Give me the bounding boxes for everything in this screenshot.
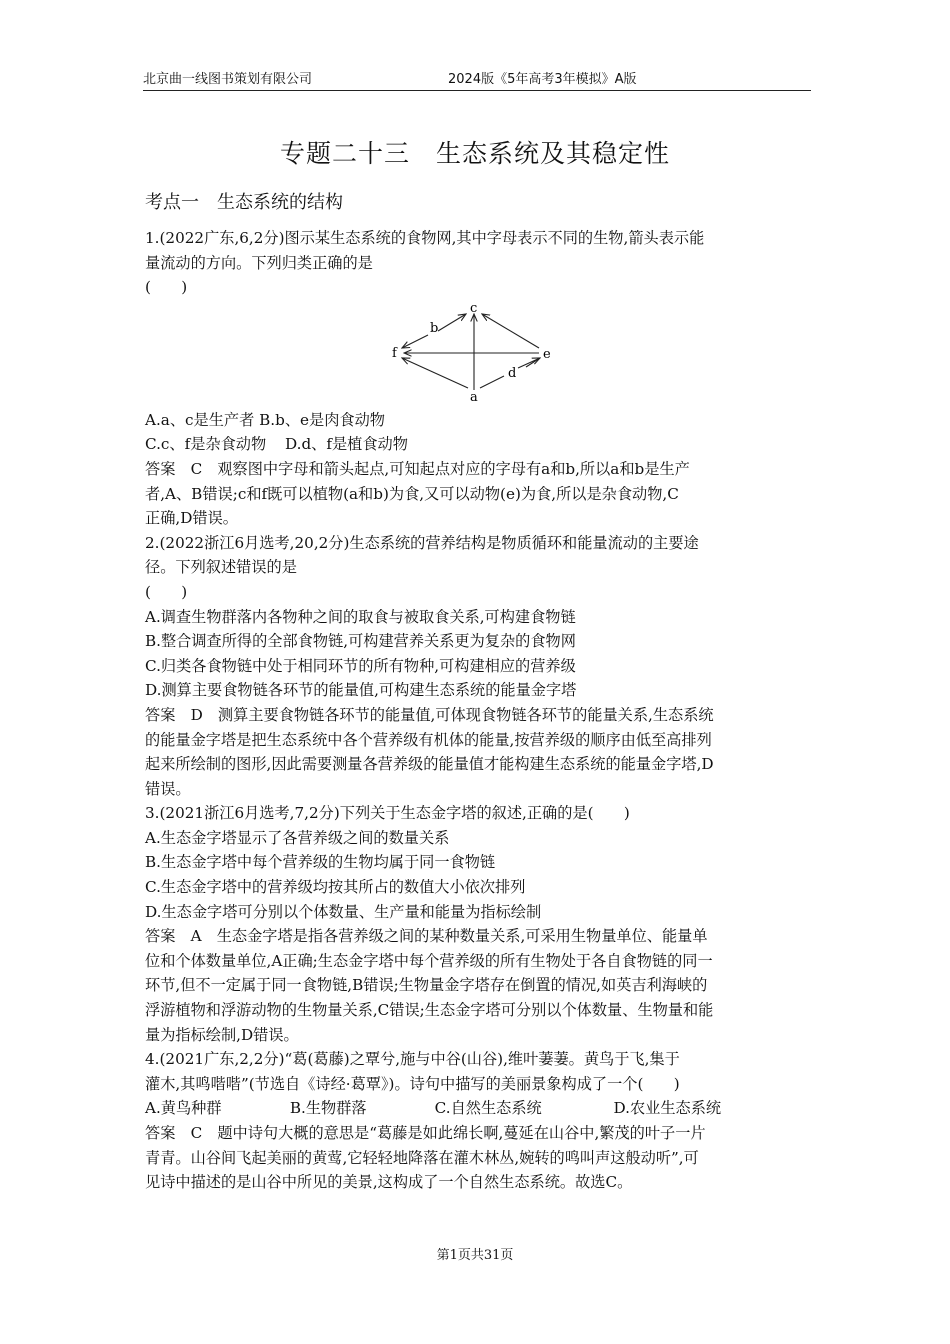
book-title: 2024版《5年高考3年模拟》A版 (448, 72, 637, 87)
question-content (145, 226, 813, 1195)
q2-answer: 的能量金字塔是把生态系统中各个营养级有机体的能量,按营养级的顺序由低至高排列 (145, 730, 712, 749)
q3-stem: 3.(2021浙江6月选考,7,2分)下列关于生态金字塔的叙述,正确的是( ) (145, 804, 630, 823)
line-d-to-e (526, 358, 540, 367)
publisher-name: 北京曲一线图书策划有限公司 (143, 72, 313, 87)
node-a: a (470, 389, 478, 402)
q1-options-row1 (145, 408, 813, 433)
q1-stem: 量流动的方向。下列归类正确的是 (145, 253, 373, 272)
q3-option-d: D.生态金字塔可分别以个体数量、生产量和能量为指标绘制 (145, 902, 542, 921)
q2-answer: 错误。 (145, 779, 191, 798)
page-header (143, 68, 811, 91)
q4-option-b: B.生物群落 (289, 1099, 367, 1118)
q4-option-c: C.自然生态系统 (434, 1099, 542, 1118)
page-number: 第1页共31页 (436, 1248, 514, 1263)
q1-answer: 正确,D错误。 (145, 509, 238, 528)
q3-answer: 位和个体数量单位,A正确;生态金字塔中每个营养级的所有生物处于各自食物链的同一 (145, 951, 713, 970)
q2-answer: 答案 D 测算主要食物链各环节的能量值,可体现食物链各环节的能量关系,生态系统 (145, 705, 714, 724)
node-c: c (470, 301, 478, 316)
q2-answer: 起来所绘制的图形,因此需要测量各营养级的能量值才能构建生态系统的能量金字塔,D (145, 755, 714, 774)
q2-option-a: A.调查生物群落内各物种之间的取食与被取食关系,可构建食物链 (145, 607, 576, 626)
q1-stem: 1.(2022广东,6,2分)图示某生态系统的食物网,其中字母表示不同的生物,箭头表示能 (145, 229, 705, 247)
q3-answer: 环节,但不一定属于同一食物链,B错误;生物量金字塔存在倒置的情况,如英吉利海峡的 (145, 976, 708, 995)
q4-answer: 见诗中描述的是山谷中所见的美景,这构成了一个自然生态系统。故选C。 (145, 1173, 633, 1192)
arrow-e-to-c (482, 314, 539, 348)
node-e: e (543, 346, 551, 362)
q1-option-c: C.c、f是杂食动物 (145, 435, 267, 454)
q1-option-d: D.d、f是植食动物 (285, 435, 408, 454)
q4-options (145, 1096, 813, 1121)
q1-blank: ( ) (145, 278, 188, 297)
node-d: d (508, 365, 517, 381)
arrow-b-to-c (438, 314, 466, 331)
q4-answer: 答案 C 题中诗句大概的意思是“葛藤是如此绵长啊,蔓延在山谷中,繁茂的叶子一片 (145, 1124, 706, 1142)
q3-answer: 答案 A 生态金字塔是指各营养级之间的某种数量关系,可采用生物量单位、能量单 (145, 927, 708, 946)
q1-answer: 者,A、B错误;c和f既可以植物(a和b)为食,又可以动物(e)为食,所以是杂食动物,C (145, 484, 679, 503)
q2-option-d: D.测算主要食物链各环节的能量值,可构建生态系统的能量金字塔 (145, 681, 577, 700)
q2-blank: ( ) (145, 582, 188, 601)
section-heading: 考点一 生态系统的结构 (145, 192, 343, 213)
page-title: 专题二十三 生态系统及其稳定性 (279, 139, 670, 168)
q2-stem: 径。下列叙述错误的是 (145, 558, 297, 577)
q2-stem: 2.(2022浙江6月选考,20,2分)生态系统的营养结构是物质循环和能量流动的主要途 (145, 533, 699, 552)
food-web-svg (390, 302, 570, 402)
q3-answer: 量为指标绘制,D错误。 (145, 1025, 299, 1044)
q4-option-d: D.农业生态系统 (613, 1099, 722, 1118)
arrow-b-to-f (402, 335, 428, 348)
q2-option-b: B.整合调查所得的全部食物链,可构建营养关系更为复杂的食物网 (145, 632, 576, 651)
food-web-diagram (145, 300, 813, 408)
arrow-a-to-f (402, 358, 468, 388)
node-b: b (430, 320, 439, 336)
q4-answer: 青青。山谷间飞起美丽的黄莺,它轻轻地降落在灌木林丛,婉转的鸣叫声这般动听”,可 (145, 1148, 699, 1167)
q3-option-c: C.生态金字塔中的营养级均按其所占的数值大小依次排列 (145, 878, 526, 897)
q4-stem: 4.(2021广东,2,2分)“葛(葛藤)之覃兮,施与中谷(山谷),维叶萋萋。黄鸟于飞,集于 (145, 1050, 680, 1069)
q2-option-c: C.归类各食物链中处于相同环节的所有物种,可构建相应的营养级 (145, 656, 576, 675)
q1-options-row2 (145, 432, 813, 457)
q1-option-b: B.b、e是肉食动物 (259, 410, 385, 429)
q3-option-a: A.生态金字塔显示了各营养级之间的数量关系 (145, 828, 450, 847)
q3-answer: 浮游植物和浮游动物的生物量关系,C错误;生态金字塔可分别以个体数量、生物量和能 (145, 1001, 714, 1020)
q1-answer: 答案 C 观察图中字母和箭头起点,可知起点对应的字母有a和b,所以a和b是生产 (145, 459, 690, 478)
node-f: f (392, 345, 397, 361)
q3-option-b: B.生态金字塔中每个营养级的生物均属于同一食物链 (145, 853, 496, 872)
q4-option-a: A.黄鸟种群 (145, 1099, 222, 1118)
line-a-to-d (480, 376, 504, 388)
q1-option-a: A.a、c是生产者 (145, 410, 255, 429)
q4-stem: 灌木,其鸣喈喈”(节选自《诗经·葛覃》)。诗句中描写的美丽景象构成了一个( ) (145, 1074, 680, 1093)
